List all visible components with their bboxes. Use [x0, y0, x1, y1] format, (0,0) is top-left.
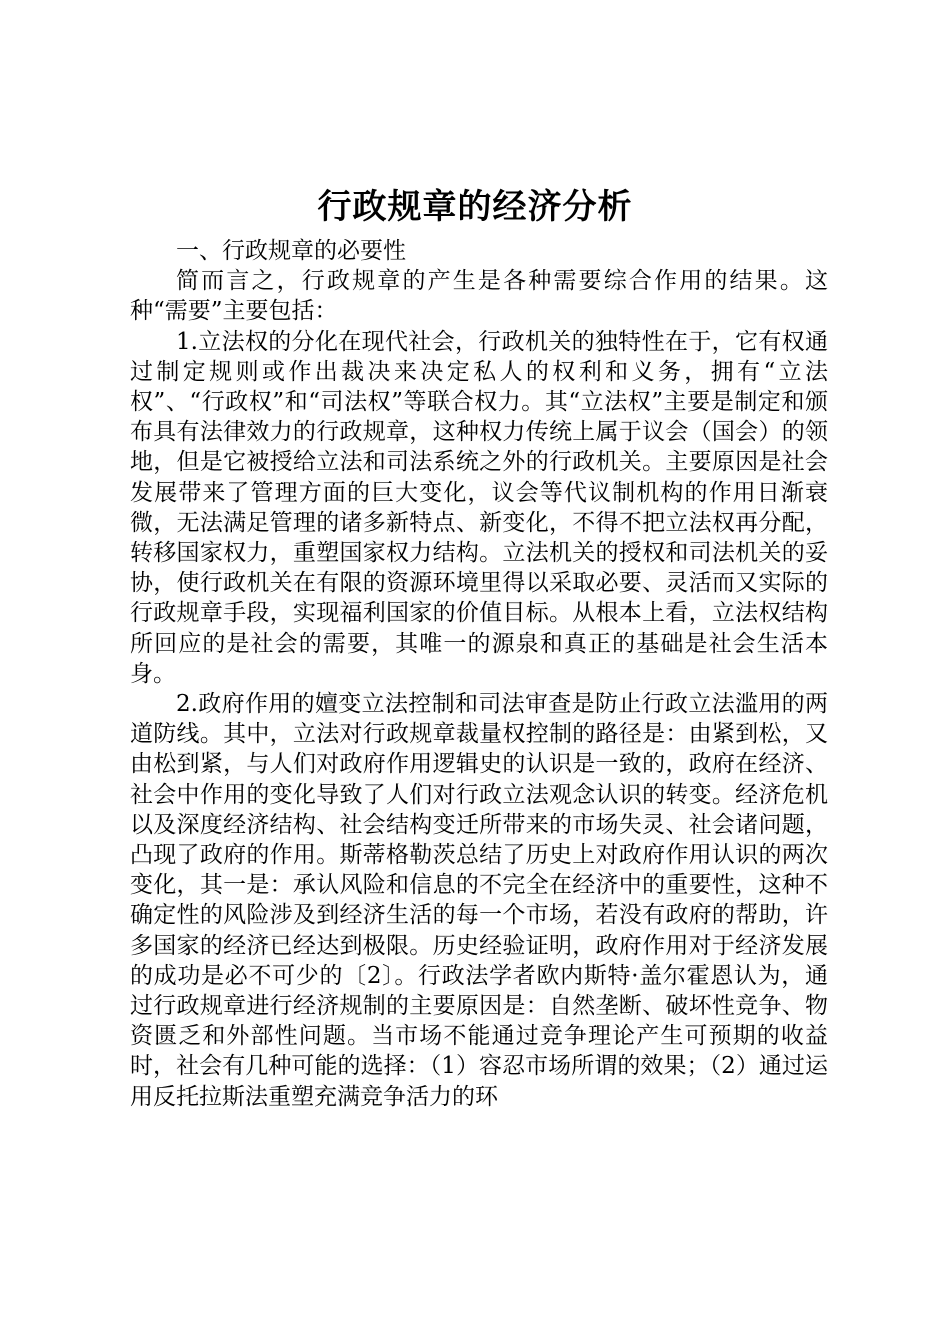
paragraph-government-role: 2.政府作用的嬗变立法控制和司法审查是防止行政立法滥用的两道防线。其中，立法对行政规章裁量权控制的路径是：由紧到松，又由松到紧，与人们对政府作用逻辑史的认识是一致的，政府在经济、社会中作用的变化导致了人们对行政立法观念认识的转变。经济危机以及深度经济结构、社会结构变迁所带来的市场失灵、社会诸问题，凸现了政府的作用。斯蒂格勒茨总结了历史上对政府作用认识的两次变化，其一是：承认风险和信息的不完全在经济中的重要性，这种不确定性的风险涉及到经济生活的每一个市场，若没有政府的帮助，许多国家的经济已经达到极限。历史经验证明，政府作用对于经济发展的成功是必不可少的〔2〕。行政法学者欧内斯特·盖尔霍恩认为，通过行政规章进行经济规制的主要原因是：自然垄断、破坏性竞争、物资匮乏和外部性问题。当市场不能通过竞争理论产生可预期的收益时，社会有几种可能的选择：（1）容忍市场所谓的效果；（2）通过运用反托拉斯法重塑充满竞争活力的环 — [130, 691, 828, 1110]
document-body — [130, 236, 828, 1112]
document-title: 行政规章的经济分析 — [317, 187, 633, 227]
paragraph-legislative-power: 1.立法权的分化在现代社会，行政机关的独特性在于，它有权通过制定规则或作出裁决来决定私人的权利和义务，拥有“立法权”、“行政权”和“司法权”等联合权力。其“立法权”主要是制定和颁布具有法律效力的行政规章，这种权力传统上属于议会（国会）的领地，但是它被授给立法和司法系统之外的行政机关。主要原因是社会发展带来了管理方面的巨大变化，议会等代议制机构的作用日渐衰微，无法满足管理的诸多新特点、新变化，不得不把立法权再分配，转移国家权力，重塑国家权力结构。立法机关的授权和司法机关的妥协，使行政机关在有限的资源环境里得以采取必要、灵活而又实际的行政规章手段，实现福利国家的价值目标。从根本上看，立法权结构所回应的是社会的需要，其唯一的源泉和真正的基础是社会生活本身。 — [130, 328, 828, 687]
paragraph-intro: 简而言之，行政规章的产生是各种需要综合作用的结果。这种“需要”主要包括： — [130, 268, 828, 325]
section-heading: 一、行政规章的必要性 — [176, 238, 406, 264]
